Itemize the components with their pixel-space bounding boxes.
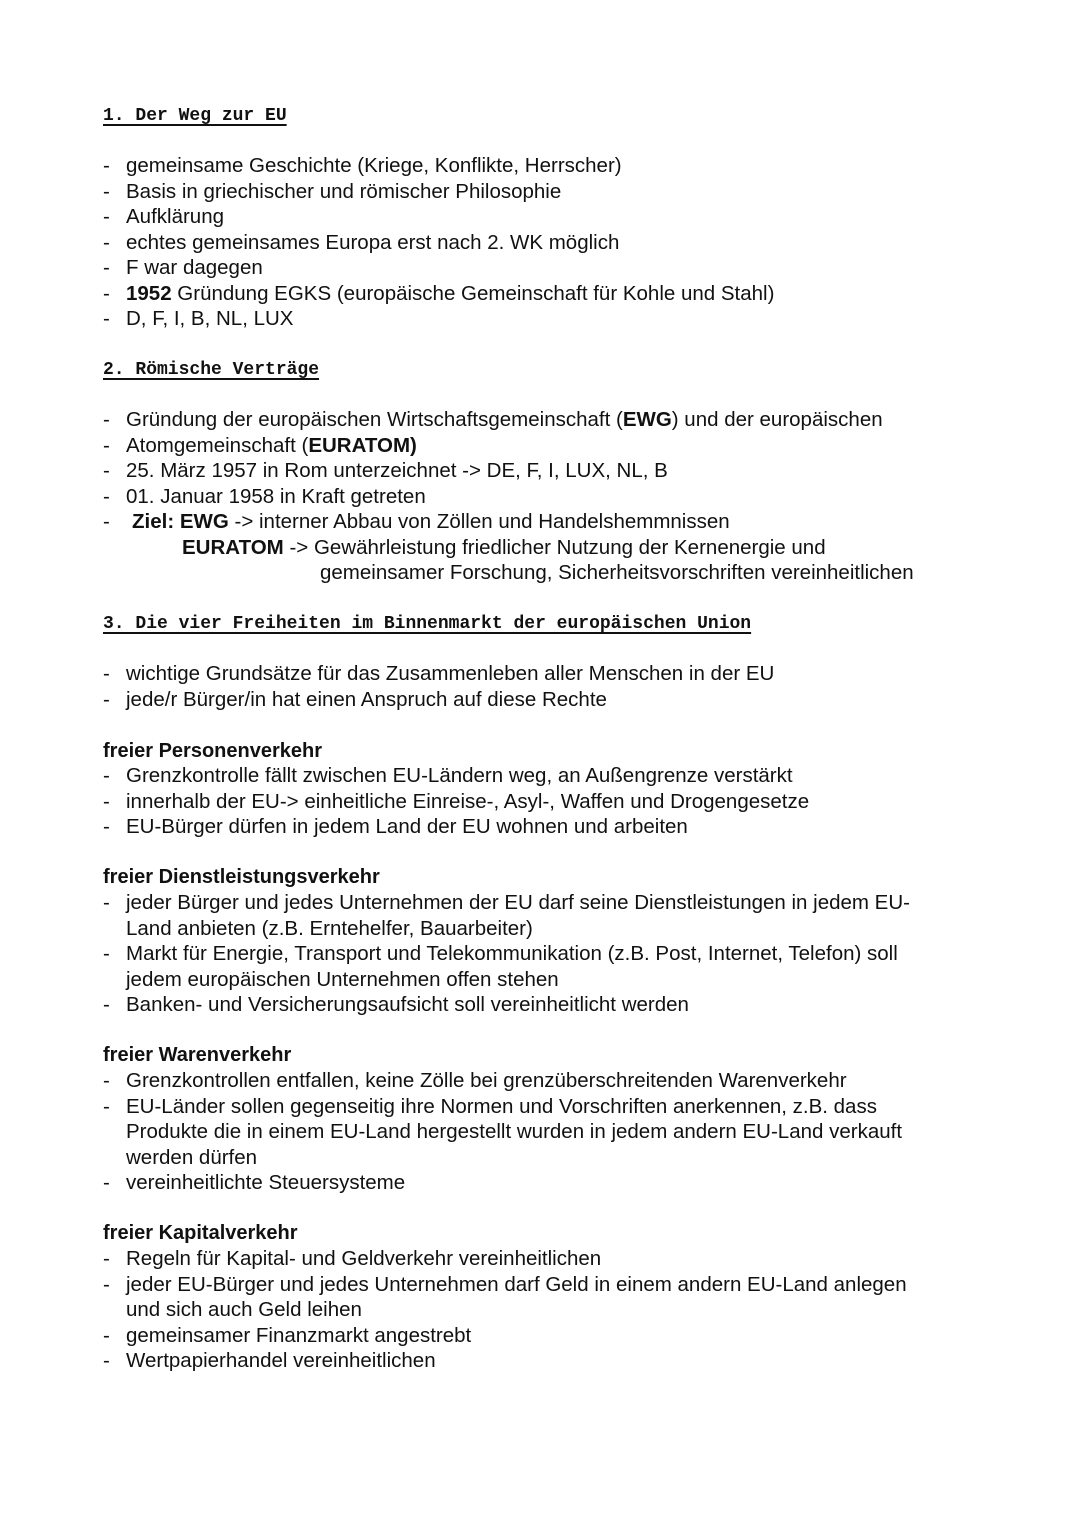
section-2-list [103, 407, 973, 586]
list-item: - innerhalb der EU-> einheitliche Einreise-, Asyl-, Waffen und Drogengesetze [103, 789, 973, 815]
list-item: - Banken- und Versicherungsaufsicht soll vereinheitlicht werden [103, 992, 973, 1018]
list-item: - Wertpapierhandel vereinheitlichen [103, 1348, 973, 1374]
list-item: - Ziel: EWG -> interner Abbau von Zöllen und Handelshemmnissen EURATOM -> Gewährleistung friedlicher Nutzung der Kernenergie und gemeinsamer Forschung, Sicherheitsvorschriften vereinheitlichen [103, 509, 973, 586]
dienstleistungsverkehr-title: freier Dienstleistungsverkehr [103, 866, 380, 888]
list-item: - echtes gemeinsames Europa erst nach 2. WK möglich [103, 230, 973, 256]
list-item: - Markt für Energie, Transport und Telekommunikation (z.B. Post, Internet, Telefon) soll jedem europäischen Unternehmen offen stehen [103, 941, 973, 992]
warenverkehr-title: freier Warenverkehr [103, 1044, 292, 1066]
dienstleistungsverkehr-list [103, 890, 973, 1018]
section-3-heading: 3. Die vier Freiheiten im Binnenmarkt der europäischen Union [103, 614, 752, 634]
list-item: - EU-Länder sollen gegenseitig ihre Normen und Vorschriften anerkennen, z.B. dass Produkte die in einem EU-Land hergestellt wurden in jedem andern EU-Land verkauft werden dürfen [103, 1094, 973, 1171]
list-item: - Grenzkontrollen entfallen, keine Zölle bei grenzüberschreitenden Warenverkehr [103, 1068, 973, 1094]
list-item: - D, F, I, B, NL, LUX [103, 306, 973, 332]
list-item: - jeder EU-Bürger und jedes Unternehmen darf Geld in einem andern EU-Land anlegen und sich auch Geld leihen [103, 1272, 973, 1323]
list-item: - jeder Bürger und jedes Unternehmen der EU darf seine Dienstleistungen in jedem EU- Land anbieten (z.B. Erntehelfer, Bauarbeiter) [103, 890, 973, 941]
section-1-list [103, 153, 973, 332]
list-item: - gemeinsamer Finanzmarkt angestrebt [103, 1323, 973, 1349]
section-3-list [103, 661, 973, 712]
list-item: - Basis in griechischer und römischer Philosophie [103, 179, 973, 205]
section-1-heading: 1. Der Weg zur EU [103, 106, 287, 126]
list-item: - wichtige Grundsätze für das Zusammenleben aller Menschen in der EU [103, 661, 973, 687]
list-item: - EU-Bürger dürfen in jedem Land der EU wohnen und arbeiten [103, 814, 973, 840]
kapitalverkehr-list [103, 1246, 973, 1374]
list-item: - 1952 Gründung EGKS (europäische Gemeinschaft für Kohle und Stahl) [103, 281, 973, 307]
list-item: - Grenzkontrolle fällt zwischen EU-Ländern weg, an Außengrenze verstärkt [103, 763, 973, 789]
kapitalverkehr-title: freier Kapitalverkehr [103, 1222, 298, 1244]
personenverkehr-list [103, 763, 973, 840]
list-item: - F war dagegen [103, 255, 973, 281]
list-item: - Gründung der europäischen Wirtschaftsgemeinschaft (EWG) und der europäischen [103, 407, 973, 433]
list-item: - 01. Januar 1958 in Kraft getreten [103, 484, 973, 510]
warenverkehr-list [103, 1068, 973, 1196]
list-item: - Regeln für Kapital- und Geldverkehr vereinheitlichen [103, 1246, 973, 1272]
list-item: - 25. März 1957 in Rom unterzeichnet -> DE, F, I, LUX, NL, B [103, 458, 973, 484]
list-item: - vereinheitlichte Steuersysteme [103, 1170, 973, 1196]
list-item: - Atomgemeinschaft (EURATOM) [103, 433, 973, 459]
section-2-heading: 2. Römische Verträge [103, 360, 320, 380]
list-item: - gemeinsame Geschichte (Kriege, Konflikte, Herrscher) [103, 153, 973, 179]
personenverkehr-title: freier Personenverkehr [103, 740, 323, 762]
list-item: - jede/r Bürger/in hat einen Anspruch auf diese Rechte [103, 687, 973, 713]
list-item: - Aufklärung [103, 204, 973, 230]
